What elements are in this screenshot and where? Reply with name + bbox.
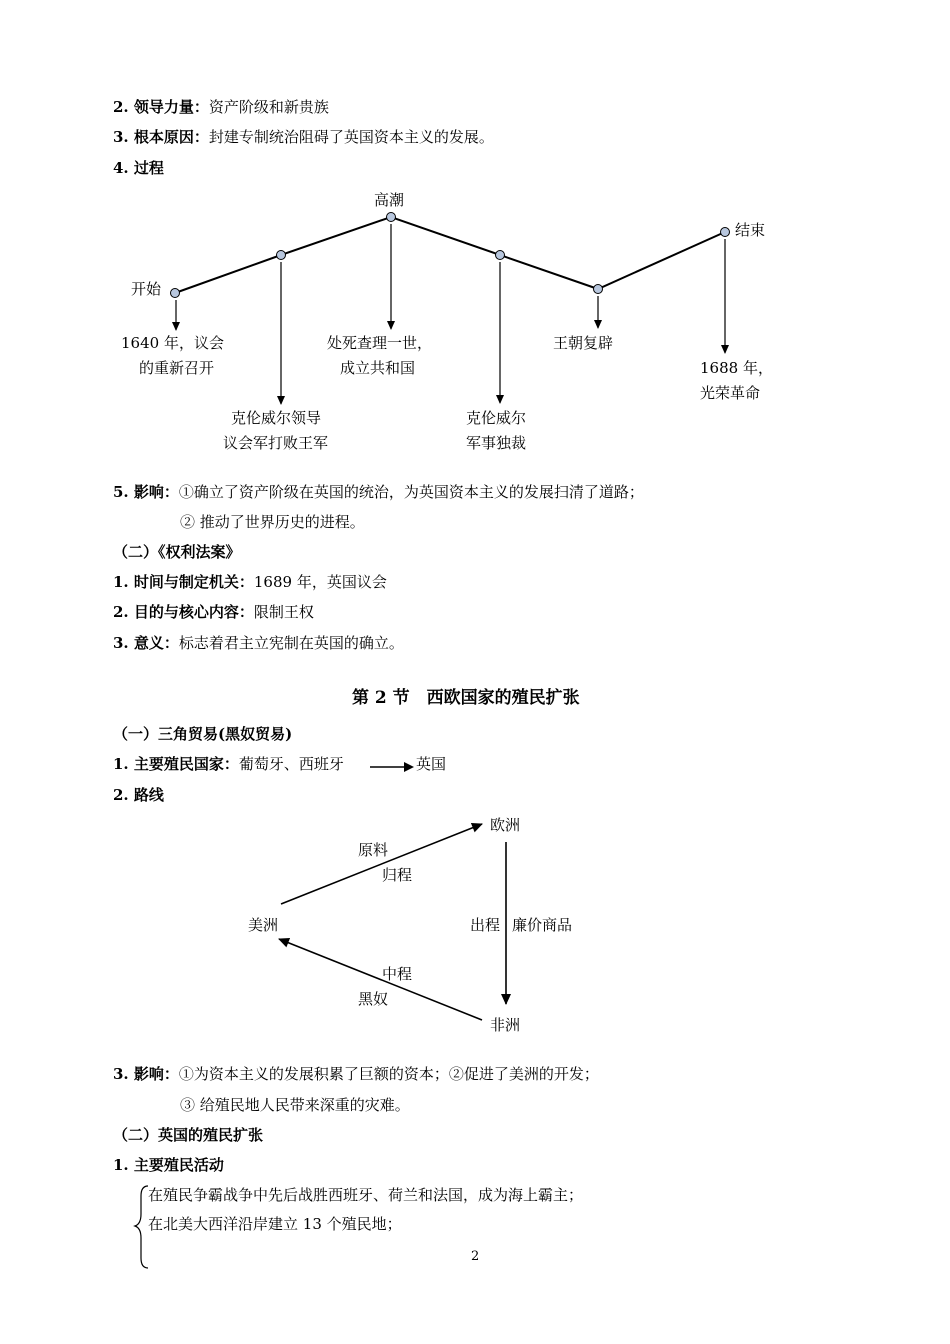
cause-label: 3. 根本原因： bbox=[113, 128, 209, 146]
triangle-trade-diagram bbox=[0, 805, 950, 1045]
timeline-path bbox=[175, 217, 725, 293]
britain-heading: （二）英国的殖民扩张 bbox=[113, 1126, 264, 1144]
label-middle: 中程 bbox=[382, 965, 413, 983]
node-5 bbox=[594, 285, 603, 294]
leader-line bbox=[113, 97, 329, 117]
bill-goal-label: 2. 目的与核心内容： bbox=[113, 603, 254, 621]
impact-text-2: ② 推动了世界历史的进程。 bbox=[180, 513, 365, 531]
impact-label: 5. 影响： bbox=[113, 483, 179, 501]
node-start bbox=[171, 289, 180, 298]
label-climax: 高潮 bbox=[374, 191, 405, 209]
label-slaves: 黑奴 bbox=[358, 990, 389, 1008]
bill-goal-text: 限制王权 bbox=[253, 603, 314, 621]
trade-heading: （一）三角贸易(黑奴贸易) bbox=[113, 725, 293, 743]
label-raw: 原料 bbox=[358, 841, 389, 859]
leader-text: 资产阶级和新贵族 bbox=[208, 98, 329, 116]
countries-line bbox=[113, 754, 344, 774]
trade-impact-label: 3. 影响： bbox=[113, 1065, 179, 1083]
activity-1: 在殖民争霸战争中先后战胜西班牙、荷兰和法国，成为海上霸主； bbox=[148, 1186, 584, 1204]
event-4-line1: 克伦威尔 bbox=[466, 409, 527, 427]
event-1-line1: 1640 年，议会 bbox=[121, 334, 224, 352]
trade-impact-line-1 bbox=[113, 1064, 599, 1084]
label-start: 开始 bbox=[131, 280, 162, 298]
event-6-line2: 光荣革命 bbox=[700, 384, 761, 402]
impact-line-1 bbox=[113, 482, 644, 502]
leader-label: 2. 领导力量： bbox=[113, 98, 209, 116]
bill-time-line bbox=[113, 572, 387, 592]
event-2-line2: 议会军打败王军 bbox=[223, 434, 329, 452]
trade-impact-text-2: ③ 给殖民地人民带来深重的灾难。 bbox=[180, 1096, 410, 1114]
event-1-line2: 的重新召开 bbox=[139, 359, 215, 377]
route-label: 2. 路线 bbox=[113, 786, 164, 804]
countries-after: 英国 bbox=[416, 755, 447, 773]
label-end: 结束 bbox=[735, 221, 766, 239]
process-label: 4. 过程 bbox=[113, 159, 164, 177]
event-4-line2: 军事独裁 bbox=[466, 434, 527, 452]
node-end bbox=[721, 228, 730, 237]
bill-time-label: 1. 时间与制定机关： bbox=[113, 573, 254, 591]
cause-text: 封建专制统治阻碍了英国资本主义的发展。 bbox=[208, 128, 494, 146]
return-route-arrow bbox=[281, 824, 482, 904]
event-5-line1: 王朝复辟 bbox=[553, 334, 614, 352]
revolution-timeline-diagram bbox=[0, 180, 950, 460]
node-africa: 非洲 bbox=[490, 1016, 521, 1034]
activity-2: 在北美大西洋沿岸建立 13 个殖民地； bbox=[148, 1215, 402, 1233]
node-europe: 欧洲 bbox=[490, 816, 521, 834]
label-return: 归程 bbox=[382, 866, 413, 884]
node-america: 美洲 bbox=[248, 916, 279, 934]
bill-meaning-label: 3. 意义： bbox=[113, 634, 179, 652]
bill-heading: （二）《权利法案》 bbox=[113, 543, 241, 561]
countries-label: 1. 主要殖民国家： bbox=[113, 755, 239, 773]
label-goods: 廉价商品 bbox=[512, 916, 573, 934]
event-3-line2: 成立共和国 bbox=[340, 359, 416, 377]
bill-meaning-text: 标志着君主立宪制在英国的确立。 bbox=[178, 634, 404, 652]
node-climax bbox=[387, 213, 396, 222]
node-4 bbox=[496, 251, 505, 260]
activities-label: 1. 主要殖民活动 bbox=[113, 1156, 224, 1174]
bill-meaning-line bbox=[113, 633, 404, 653]
bill-time-text: 1689 年，英国议会 bbox=[253, 573, 387, 591]
event-6-line1: 1688 年， bbox=[700, 359, 773, 377]
countries-text: 葡萄牙、西班牙 bbox=[238, 755, 344, 773]
page-number: 2 bbox=[471, 1249, 480, 1264]
impact-text-1: ①确立了资产阶级在英国的统治，为英国资本主义的发展扫清了道路； bbox=[178, 483, 644, 501]
cause-line bbox=[113, 127, 494, 147]
event-3-line1: 处死查理一世， bbox=[327, 334, 433, 352]
bill-goal-line bbox=[113, 602, 314, 622]
event-2-line1: 克伦威尔领导 bbox=[231, 409, 322, 427]
section-2-title: 第 2 节 西欧国家的殖民扩张 bbox=[352, 688, 580, 708]
label-outbound: 出程 bbox=[470, 916, 501, 934]
node-2 bbox=[277, 251, 286, 260]
countries-arrow bbox=[368, 759, 418, 775]
trade-impact-text-1: ①为资本主义的发展积累了巨额的资本；②促进了美洲的开发； bbox=[178, 1065, 599, 1083]
